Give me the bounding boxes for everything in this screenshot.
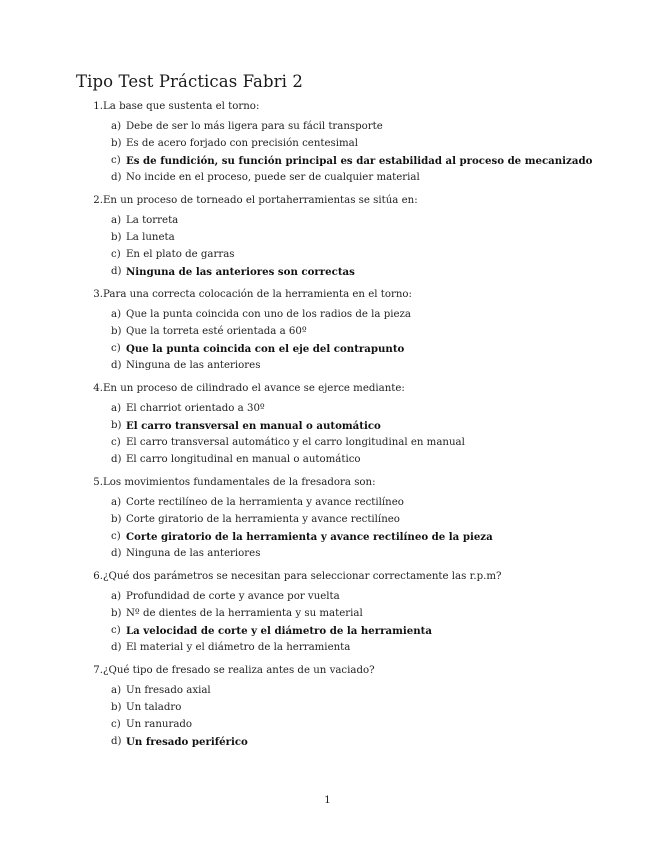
- option-text: Que la torreta esté orientada a 60º: [126, 326, 307, 337]
- option-letter: b): [111, 138, 122, 149]
- option-text: En el plato de garras: [126, 249, 235, 260]
- question-text: Para una correcta colocación de la herramienta en el torno:: [103, 289, 412, 300]
- question-header: [88, 664, 588, 678]
- option-letter: b): [111, 420, 122, 431]
- answer-option: [111, 547, 588, 561]
- question-text: La base que sustenta el torno:: [103, 101, 260, 112]
- question-text: ¿Qué tipo de fresado se realiza antes de un vaciado?: [103, 665, 375, 676]
- answer-option: [111, 513, 588, 527]
- answer-option: [111, 530, 588, 544]
- answer-option: [111, 718, 588, 732]
- question-item: [88, 664, 588, 749]
- option-letter: c): [111, 719, 121, 730]
- option-letter: a): [111, 685, 122, 696]
- question-number: 1.: [93, 101, 103, 112]
- option-letter: d): [111, 642, 122, 653]
- option-letter: c): [111, 249, 121, 260]
- answer-option: [111, 590, 588, 604]
- option-text: Ninguna de las anteriores: [126, 360, 261, 371]
- option-letter: b): [111, 232, 122, 243]
- option-letter: d): [111, 360, 122, 371]
- option-letter: b): [111, 608, 122, 619]
- option-text: El material y el diámetro de la herramienta: [126, 642, 351, 653]
- option-text: Un fresado axial: [126, 685, 211, 696]
- question-text: Los movimientos fundamentales de la fresadora son:: [103, 477, 376, 488]
- question-item: [88, 194, 588, 279]
- answer-option: [111, 496, 588, 510]
- question-list: [88, 100, 593, 758]
- question-header: [88, 194, 588, 208]
- answer-option: [111, 248, 588, 262]
- option-letter: d): [111, 172, 122, 183]
- option-text: Que la punta coincida con uno de los radios de la pieza: [126, 309, 411, 320]
- option-text: La luneta: [126, 232, 175, 243]
- correct-option-text: Un fresado periférico: [126, 736, 248, 748]
- option-letter: d): [111, 736, 122, 747]
- option-text: Profundidad de corte y avance por vuelta: [126, 591, 340, 602]
- question-item: [88, 382, 588, 467]
- option-text: Debe de ser lo más ligera para su fácil transporte: [126, 121, 383, 132]
- question-header: [88, 570, 588, 584]
- question-number: 2.: [93, 195, 103, 206]
- question-item: [88, 476, 588, 561]
- answer-option: [111, 684, 588, 698]
- option-text: Corte rectilíneo de la herramienta y avance rectilíneo: [126, 497, 404, 508]
- option-list: [88, 402, 588, 467]
- option-text: La torreta: [126, 215, 179, 226]
- answer-option: [111, 308, 588, 322]
- answer-option: [111, 701, 588, 715]
- option-list: [88, 308, 588, 373]
- option-letter: c): [111, 343, 121, 354]
- correct-option-text: La velocidad de corte y el diámetro de la herramienta: [126, 625, 432, 637]
- question-number: 7.: [93, 665, 103, 676]
- question-number: 5.: [93, 477, 103, 488]
- question-text: ¿Qué dos parámetros se necesitan para seleccionar correctamente las r.p.m?: [103, 571, 502, 582]
- option-list: [88, 684, 588, 749]
- answer-option: [111, 231, 588, 245]
- question-number: 4.: [93, 383, 103, 394]
- option-text: El carro transversal automático y el carro longitudinal en manual: [126, 437, 465, 448]
- option-letter: c): [111, 437, 121, 448]
- answer-option: [111, 624, 588, 638]
- question-item: [88, 570, 588, 655]
- question-header: [88, 382, 588, 396]
- answer-option: [111, 359, 588, 373]
- question-item: [88, 288, 588, 373]
- answer-option: [111, 265, 588, 279]
- answer-option: [111, 402, 588, 416]
- option-letter: a): [111, 403, 122, 414]
- correct-option-text: Es de fundición, su función principal es dar estabilidad al proceso de mecanizado: [126, 155, 593, 167]
- option-list: [88, 214, 588, 279]
- question-text: En un proceso de cilindrado el avance se ejerce mediante:: [103, 383, 405, 394]
- option-letter: a): [111, 497, 122, 508]
- option-text: Corte giratorio de la herramienta y avance rectilíneo: [126, 514, 400, 525]
- option-text: Ninguna de las anteriores: [126, 548, 261, 559]
- correct-option-text: Ninguna de las anteriores son correctas: [126, 266, 355, 278]
- option-letter: a): [111, 121, 122, 132]
- answer-option: [111, 137, 588, 151]
- answer-option: [111, 436, 588, 450]
- option-letter: a): [111, 591, 122, 602]
- question-item: [88, 100, 593, 185]
- question-number: 3.: [93, 289, 103, 300]
- option-letter: c): [111, 625, 121, 636]
- correct-option-text: El carro transversal en manual o automático: [126, 420, 381, 432]
- option-list: [88, 590, 588, 655]
- question-header: [88, 100, 588, 114]
- option-letter: b): [111, 326, 122, 337]
- option-list: [88, 120, 593, 185]
- option-letter: b): [111, 702, 122, 713]
- correct-option-text: Corte giratorio de la herramienta y avance rectilíneo de la pieza: [126, 531, 493, 543]
- option-text: El charriot orientado a 30º: [126, 403, 265, 414]
- option-letter: a): [111, 215, 122, 226]
- option-letter: c): [111, 155, 121, 166]
- question-text: En un proceso de torneado el portaherramientas se sitúa en:: [103, 195, 418, 206]
- option-text: El carro longitudinal en manual o automático: [126, 454, 361, 465]
- answer-option: [111, 607, 588, 621]
- option-letter: a): [111, 309, 122, 320]
- question-header: [88, 288, 588, 302]
- option-text: Un taladro: [126, 702, 182, 713]
- correct-option-text: Que la punta coincida con el eje del contrapunto: [126, 343, 405, 355]
- answer-option: [111, 641, 588, 655]
- option-letter: d): [111, 454, 122, 465]
- answer-option: [111, 171, 588, 185]
- answer-option: [111, 419, 588, 433]
- answer-option: [111, 735, 588, 749]
- option-text: Nº de dientes de la herramienta y su material: [126, 608, 363, 619]
- option-list: [88, 496, 588, 561]
- answer-option: [111, 214, 588, 228]
- option-letter: d): [111, 548, 122, 559]
- answer-option: [111, 325, 588, 339]
- answer-option: [111, 342, 588, 356]
- option-text: No incide en el proceso, puede ser de cualquier material: [126, 172, 420, 183]
- question-number: 6.: [93, 571, 103, 582]
- option-letter: d): [111, 266, 122, 277]
- answer-option: [111, 453, 588, 467]
- option-letter: b): [111, 514, 122, 525]
- answer-option: [111, 154, 593, 168]
- option-letter: c): [111, 531, 121, 542]
- document-title: Tipo Test Prácticas Fabri 2: [76, 72, 303, 91]
- answer-option: [111, 120, 588, 134]
- question-header: [88, 476, 588, 490]
- page-number: 1: [324, 795, 331, 806]
- option-text: Un ranurado: [126, 719, 193, 730]
- option-text: Es de acero forjado con precisión centesimal: [126, 138, 358, 149]
